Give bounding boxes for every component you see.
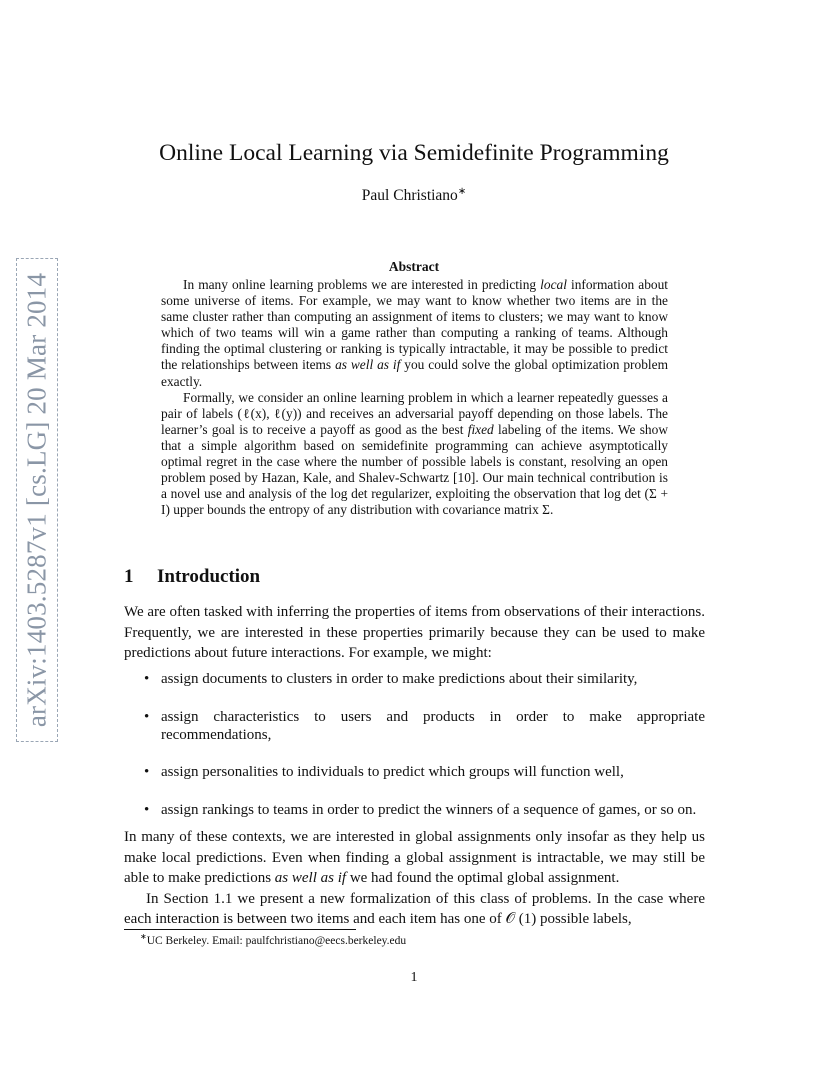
abstract-body (161, 277, 668, 518)
paper-title: Online Local Learning via Semidefinite Programming (159, 140, 669, 166)
arxiv-identifier-stamp[interactable] (16, 258, 58, 742)
abstract-text: information about some universe of items. For example, we may want to know whether two items are in the same cluster rather than computing an assignment of items to clusters; we may want to know which of two teams will win a game rather than computing a ranking of teams. Although finding the optimal clustering or ranking is typically intractable, it may be possible to predict the relationships between items (161, 277, 668, 373)
author-line (0, 186, 828, 205)
list-item-text: assign personalities to individuals to predict which groups will function well, (161, 764, 624, 780)
section-title: Introduction (157, 566, 261, 587)
abstract-heading: Abstract (388, 259, 440, 274)
abstract-paragraph-2 (161, 390, 668, 519)
body-text: In many of these contexts, we are interested in global assignments only insofar as they help us make local predictions. Even when finding a global assignment is intractable, we may still be able to make predictions (124, 829, 705, 887)
list-item (124, 708, 705, 744)
abstract-text: labeling of the items. We show that a simple algorithm based on semidefinite programming can achieve asymptotically optimal regret in the case where the number of possible labels is constant, resolving an open problem posed by Hazan, Kale, and Shalev-Schwartz [10]. Our main technical contribution is a novel use and analysis of the log det regularizer, exploiting the observation that log det (Σ + I) upper bounds the entropy of any distribution with covariance matrix Σ. (161, 421, 668, 518)
list-item-text: assign rankings to teams in order to predict the winners of a sequence of games, or so on. (161, 801, 697, 818)
list-item-text: assign characteristics to users and products in order to make appropriate recommendations, (161, 708, 705, 743)
body-emphasis: as well as if (274, 870, 347, 887)
bullet-icon: • (144, 671, 150, 687)
section-heading-introduction (124, 566, 260, 588)
footnote-mark: ∗ (140, 932, 147, 941)
body-paragraph-2: In Section 1.1 we present a new formalization of this class of problems. In the case where each interaction is between two items and each item has one of 𝒪 (1) possible labels, (124, 890, 705, 928)
body-text: we had found the optimal global assignment. (346, 870, 620, 887)
bullet-icon: • (144, 764, 150, 780)
intro-paragraph (124, 602, 705, 664)
author-footnote-mark: ∗ (457, 186, 467, 197)
bullet-icon: • (144, 801, 150, 818)
page-number: 1 (410, 970, 418, 985)
example-list (124, 670, 705, 838)
author-name: Paul Christiano (361, 187, 458, 205)
section-number: 1 (124, 566, 134, 587)
intro-text: We are often tasked with inferring the properties of items from observations of their interactions. Frequently, we are interested in these properties primarily because they can be used to make predictions about future interactions. For example, we might: (124, 604, 705, 662)
abstract-text: Formally, we consider an online learning problem in which a learner repeatedly guesses a pair of labels (ℓ(x), ℓ(y)) and receives an adversarial payoff depending on those labels. The learner’s goal is to receive a payoff as good as the best (161, 389, 668, 437)
list-item (124, 670, 705, 688)
footnote-text: UC Berkeley. Email: paulfchristiano@eecs.berkeley.edu (146, 934, 407, 947)
bullet-icon: • (144, 708, 150, 725)
body-paragraph-1 (124, 827, 705, 889)
list-item (124, 801, 705, 819)
abstract-text: In many online learning problems we are interested in predicting (183, 277, 541, 292)
abstract-emphasis: local (540, 277, 567, 292)
abstract-text: you could solve the global optimization problem exactly. (161, 357, 668, 389)
body-paragraphs (124, 827, 705, 930)
footnote (140, 932, 406, 947)
abstract-paragraph-1 (161, 277, 668, 390)
arxiv-identifier-text: arXiv:1403.5287v1 [cs.LG] 20 Mar 2014 (21, 272, 52, 728)
list-item-text: assign documents to clusters in order to make predictions about their similarity, (161, 671, 638, 687)
list-item (124, 763, 705, 781)
abstract-emphasis: as well as if (335, 357, 401, 373)
abstract-emphasis: fixed (467, 421, 494, 437)
footnote-divider (124, 929, 356, 930)
